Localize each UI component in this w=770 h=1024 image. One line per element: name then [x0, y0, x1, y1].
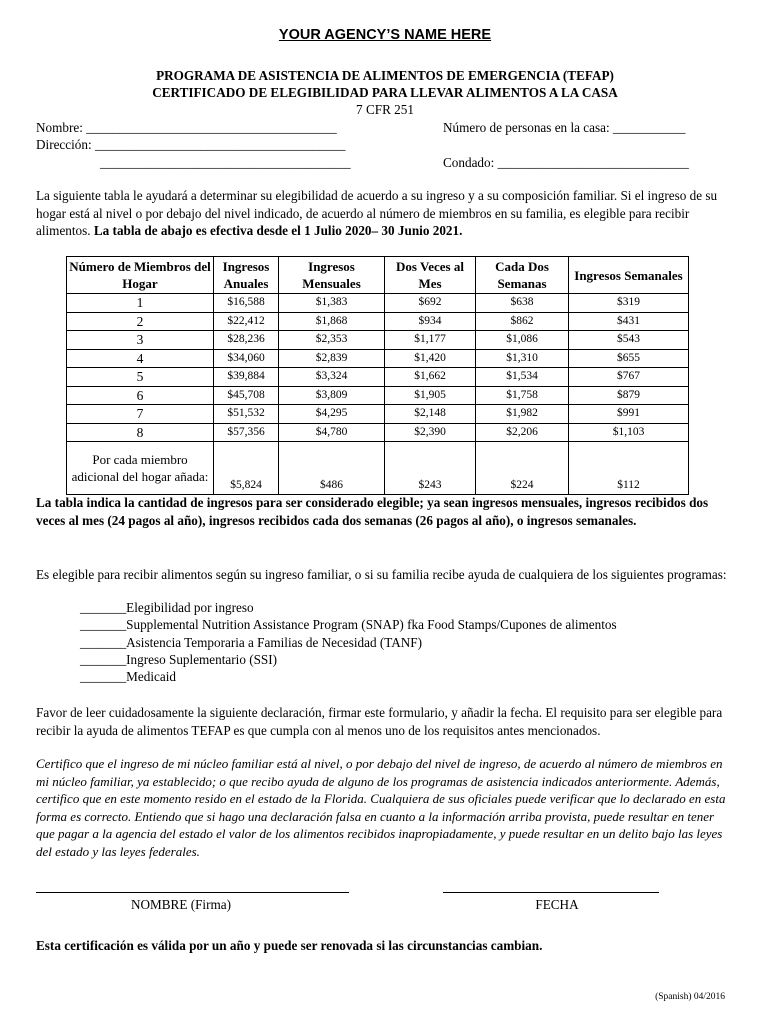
- twice-monthly-income-cell: $692: [385, 294, 476, 313]
- certificate-title: CERTIFICADO DE ELEGIBILIDAD PARA LLEVAR ALIMENTOS A LA CASA: [152, 85, 618, 100]
- table-row: [67, 331, 689, 350]
- annual-income-cell: $45,708: [214, 386, 279, 405]
- monthly-income-cell: $4,295: [279, 405, 385, 424]
- header-weekly: Ingresos Semanales: [569, 257, 689, 294]
- table-header-row: [67, 257, 689, 294]
- twice-monthly-income-cell: $934: [385, 312, 476, 331]
- monthly-income-cell: $2,839: [279, 349, 385, 368]
- date-line[interactable]: [443, 892, 659, 893]
- annual-income-cell: $28,236: [214, 331, 279, 350]
- weekly-income-additional-cell: $112: [569, 442, 689, 495]
- weekly-income-cell: $879: [569, 386, 689, 405]
- weekly-income-cell: $431: [569, 312, 689, 331]
- biweekly-income-cell: $1,534: [476, 368, 569, 387]
- household-size-cell: 5: [67, 368, 214, 387]
- monthly-income-additional-cell: $486: [279, 442, 385, 495]
- household-size-cell: 7: [67, 405, 214, 424]
- monthly-income-cell: $3,324: [279, 368, 385, 387]
- intro-paragraph: [36, 187, 736, 240]
- household-size-cell: 2: [67, 312, 214, 331]
- table-row: [67, 405, 689, 424]
- biweekly-income-cell: $2,206: [476, 423, 569, 442]
- twice-monthly-income-cell: $1,420: [385, 349, 476, 368]
- biweekly-income-cell: $1,982: [476, 405, 569, 424]
- program-title: PROGRAMA DE ASISTENCIA DE ALIMENTOS DE EMERGENCIA (TEFAP): [156, 68, 614, 83]
- header-biweekly: Cada Dos Semanas: [476, 257, 569, 294]
- twice-monthly-income-additional-cell: $243: [385, 442, 476, 495]
- annual-income-cell: $22,412: [214, 312, 279, 331]
- weekly-income-cell: $1,103: [569, 423, 689, 442]
- annual-income-cell: $51,532: [214, 405, 279, 424]
- monthly-income-cell: $3,809: [279, 386, 385, 405]
- biweekly-income-additional-cell: $224: [476, 442, 569, 495]
- additional-member-label: Por cada miembro adicional del hogar añada:: [67, 442, 214, 495]
- household-size-cell: 8: [67, 423, 214, 442]
- monthly-income-cell: $1,383: [279, 294, 385, 313]
- weekly-income-cell: $543: [569, 331, 689, 350]
- signature-label: NOMBRE (Firma): [130, 897, 231, 912]
- annual-income-cell: $57,356: [214, 423, 279, 442]
- county-field[interactable]: Condado: _____________________________: [443, 155, 689, 170]
- annual-income-additional-cell: $5,824: [214, 442, 279, 495]
- biweekly-income-cell: $1,086: [476, 331, 569, 350]
- address-line-2-field[interactable]: ______________________________________: [100, 155, 351, 170]
- household-size-cell: 4: [67, 349, 214, 368]
- table-row: [67, 349, 689, 368]
- weekly-income-cell: $991: [569, 405, 689, 424]
- program-tanf[interactable]: _______Asistencia Temporaria a Familias de Necesidad (TANF): [80, 635, 423, 650]
- annual-income-cell: $34,060: [214, 349, 279, 368]
- household-size-cell: 6: [67, 386, 214, 405]
- biweekly-income-cell: $1,310: [476, 349, 569, 368]
- validity-statement: Esta certificación es válida por un año y puede ser renovada si las circunstancias cambian.: [36, 938, 543, 953]
- twice-monthly-income-cell: $2,148: [385, 405, 476, 424]
- biweekly-income-cell: $638: [476, 294, 569, 313]
- weekly-income-cell: $655: [569, 349, 689, 368]
- date-label: FECHA: [535, 897, 579, 912]
- table-note: La tabla indica la cantidad de ingresos para ser considerado elegible; ya sean ingresos mensuales, ingresos recibidos dos veces al mes (24 pagos al año), ingresos recibidos cada dos semanas (26 pagos al año), o ingresos semanales.: [36, 495, 709, 528]
- name-field[interactable]: Nombre: ______________________________________: [36, 120, 337, 135]
- program-income-eligibility[interactable]: _______Elegibilidad por ingreso: [80, 600, 254, 615]
- signature-line[interactable]: [36, 892, 349, 893]
- header-household: Número de Miembros del Hogar: [67, 257, 214, 294]
- intro-text: La siguiente tabla le ayudará a determinar su elegibilidad de acuerdo a su ingreso y a su composición familiar. Si el ingreso de su hogar está al nivel o por debajo del nivel indicado, de acuerdo al número de miembros en su familia, es elegible para recibir alimentos.: [36, 188, 718, 238]
- household-size-field[interactable]: Número de personas en la casa: ___________: [443, 120, 686, 135]
- form-version-footer: (Spanish) 04/2016: [655, 992, 725, 1002]
- effective-dates: La tabla de abajo es efectiva desde el 1 Julio 2020– 30 Junio 2021.: [93, 223, 463, 238]
- household-size-cell: 1: [67, 294, 214, 313]
- agency-name: YOUR AGENCY’S NAME HERE: [278, 27, 492, 43]
- header-annual: Ingresos Anuales: [214, 257, 279, 294]
- certification-statement: Certifico que el ingreso de mi núcleo familiar está al nivel, o por debajo del nivel de ingreso, de acuerdo al número de miembros en mi núcleo familiar, ya establecido; o que recibo ayuda de alguno de los programas de asistencia indicados anteriormente. Además, certifico que en este momento resido en el estado de la Florida. Cualquiera de sus oficiales puede verificar que lo declarado en esta forma es correcto. Entiendo que si hago una declaración falsa en cuanto a la información arriba provista, puede resultar en tener que pagar a la agencia del estado el valor de los alimentos recibidos inapropiadamente, y puede resultar en un delito bajo las leyes del estado y las leyes federales.: [36, 756, 726, 859]
- table-row: [67, 386, 689, 405]
- table-row: [67, 423, 689, 442]
- twice-monthly-income-cell: $1,662: [385, 368, 476, 387]
- programs-intro: Es elegible para recibir alimentos según su ingreso familiar, o si su familia recibe ayuda de cualquiera de los siguientes programas:: [36, 567, 727, 582]
- monthly-income-cell: $4,780: [279, 423, 385, 442]
- income-table: [66, 256, 689, 495]
- table-row: [67, 294, 689, 313]
- declaration-intro: Favor de leer cuidadosamente la siguiente declaración, firmar este formulario, y añadir la fecha. El requisito para ser elegible para recibir la ayuda de alimentos TEFAP es que cumpla con al menos uno de los requisitos antes mencionados.: [36, 705, 723, 738]
- twice-monthly-income-cell: $1,177: [385, 331, 476, 350]
- annual-income-cell: $16,588: [214, 294, 279, 313]
- household-size-cell: 3: [67, 331, 214, 350]
- biweekly-income-cell: $1,758: [476, 386, 569, 405]
- header-monthly: Ingresos Mensuales: [279, 257, 385, 294]
- program-snap[interactable]: _______Supplemental Nutrition Assistance Program (SNAP) fka Food Stamps/Cupones de alimentos: [80, 617, 617, 632]
- twice-monthly-income-cell: $1,905: [385, 386, 476, 405]
- table-row: [67, 312, 689, 331]
- twice-monthly-income-cell: $2,390: [385, 423, 476, 442]
- monthly-income-cell: $2,353: [279, 331, 385, 350]
- weekly-income-cell: $319: [569, 294, 689, 313]
- address-field[interactable]: Dirección: ______________________________________: [36, 137, 346, 152]
- table-row-additional-member: [67, 442, 689, 495]
- program-medicaid[interactable]: _______Medicaid: [80, 669, 176, 684]
- monthly-income-cell: $1,868: [279, 312, 385, 331]
- header-twice-monthly: Dos Veces al Mes: [385, 257, 476, 294]
- cfr-reference: 7 CFR 251: [356, 102, 414, 117]
- program-ssi[interactable]: _______Ingreso Suplementario (SSI): [80, 652, 278, 667]
- weekly-income-cell: $767: [569, 368, 689, 387]
- annual-income-cell: $39,884: [214, 368, 279, 387]
- table-row: [67, 368, 689, 387]
- biweekly-income-cell: $862: [476, 312, 569, 331]
